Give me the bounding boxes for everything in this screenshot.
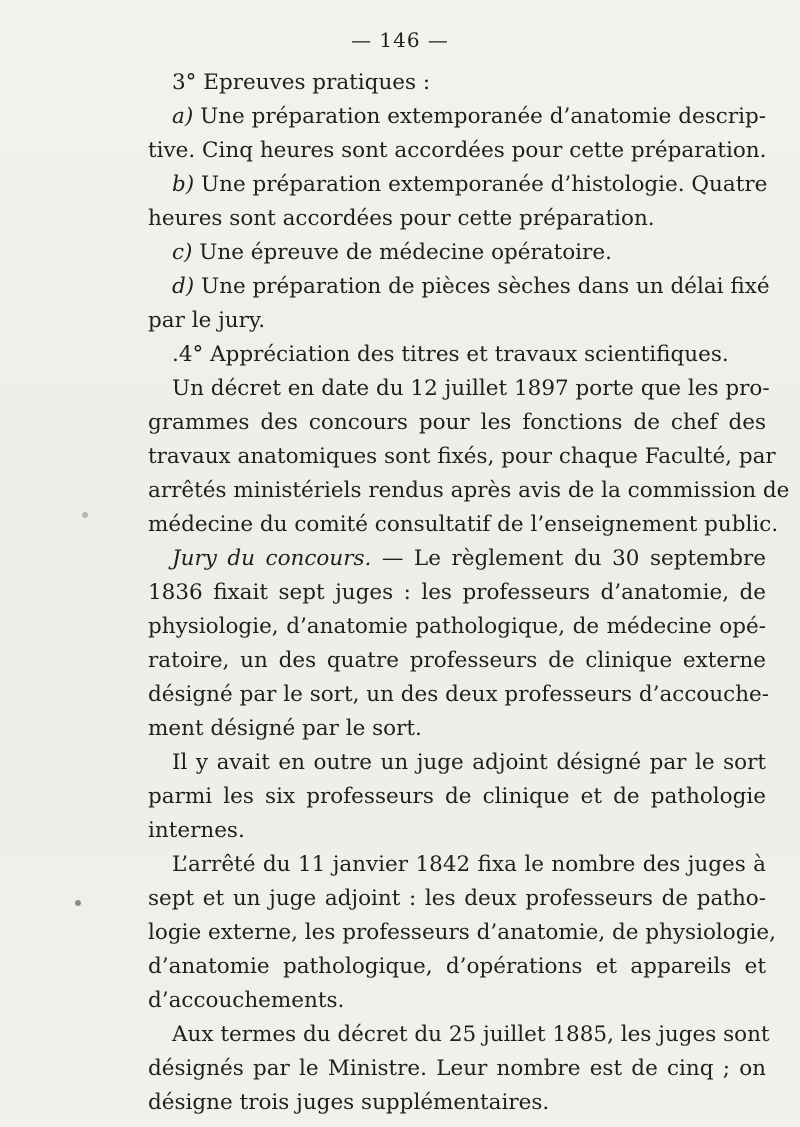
text-line	[148, 542, 766, 576]
line-text: .4° Appréciation des titres et travaux scientifiques.	[172, 342, 729, 367]
text-line	[148, 440, 776, 474]
line-text: grammes des concours pour les fonctions de chef des	[148, 410, 766, 435]
text-line	[148, 304, 766, 338]
line-text: internes.	[148, 818, 245, 843]
text-line	[148, 100, 766, 134]
text-line	[148, 236, 766, 270]
italic-label: d)	[172, 274, 195, 299]
text-line	[148, 66, 766, 100]
line-text: ratoire, un des quatre professeurs de clinique externe	[148, 648, 766, 673]
line-text: parmi les six professeurs de clinique et de pathologie	[148, 784, 766, 809]
line-text: sept et un juge adjoint : les deux professeurs de patho-	[148, 886, 766, 911]
line-text: désigne trois juges supplémentaires.	[148, 1090, 550, 1115]
line-text: désignés par le Ministre. Leur nombre est de cinq ; on	[148, 1056, 766, 1081]
ink-speck	[75, 900, 81, 906]
text-line	[148, 508, 779, 542]
line-text: désigné par le sort, un des deux professeurs d’accouche-	[148, 682, 770, 707]
line-text: Aux termes du décret du 25 juillet 1885, les juges sont	[172, 1022, 770, 1047]
italic-label: b)	[172, 172, 195, 197]
line-text: Une préparation extemporanée d’anatomie descrip-	[193, 104, 766, 129]
text-line	[148, 916, 776, 950]
line-text: tive. Cinq heures sont accordées pour cette préparation.	[148, 138, 767, 163]
page-number: — 146 —	[351, 28, 449, 52]
line-text: — Le règlement du 30 septembre	[371, 546, 766, 571]
line-text: d’accouchements.	[148, 988, 345, 1013]
line-text: heures sont accordées pour cette préparation.	[148, 206, 655, 231]
line-text: physiologie, d’anatomie pathologique, de médecine opé-	[148, 614, 766, 639]
text-line	[148, 270, 770, 304]
text-line	[148, 1052, 766, 1086]
text-line	[148, 678, 770, 712]
text-line	[148, 338, 766, 372]
text-line	[148, 984, 766, 1018]
text-line	[148, 576, 766, 610]
text-line	[148, 814, 766, 848]
text-line	[148, 168, 766, 202]
text-line	[148, 950, 766, 984]
italic-label: a)	[172, 104, 194, 129]
text-line	[148, 1086, 766, 1120]
line-text: 1836 fixait sept juges : les professeurs d’anatomie, de	[148, 580, 766, 605]
line-text: Une épreuve de médecine opératoire.	[192, 240, 612, 265]
line-text: médecine du comité consultatif de l’enseignement public.	[148, 512, 779, 537]
text-line	[148, 1018, 770, 1052]
text-line	[148, 644, 766, 678]
text-line	[148, 712, 766, 746]
italic-label: c)	[172, 240, 193, 265]
line-text: ment désigné par le sort.	[148, 716, 422, 741]
text-line	[148, 372, 770, 406]
line-text: 3° Epreuves pratiques :	[172, 70, 431, 95]
text-line	[148, 610, 766, 644]
text-line	[148, 134, 766, 168]
text-line	[148, 746, 766, 780]
line-text: logie externe, les professeurs d’anatomie, de physiologie,	[148, 920, 776, 945]
text-line	[148, 780, 766, 814]
text-line	[148, 202, 766, 236]
line-text: Une préparation extemporanée d’histologie. Quatre	[194, 172, 768, 197]
text-line	[148, 474, 790, 508]
text-line	[148, 848, 766, 882]
text-line	[148, 406, 766, 440]
line-text: par le jury.	[148, 308, 266, 333]
line-text: d’anatomie pathologique, d’opérations et appareils et	[148, 954, 766, 979]
text-line	[148, 882, 766, 916]
line-text: Une préparation de pièces sèches dans un délai fixé	[194, 274, 770, 299]
line-text: travaux anatomiques sont fixés, pour chaque Faculté, par	[148, 444, 776, 469]
line-text: Un décret en date du 12 juillet 1897 porte que les pro-	[172, 376, 770, 401]
italic-label: Jury du concours.	[172, 546, 372, 571]
ink-speck	[82, 512, 88, 518]
line-text: L’arrêté du 11 janvier 1842 fixa le nombre des juges à	[172, 852, 766, 877]
line-text: arrêtés ministériels rendus après avis de la commission de	[148, 478, 790, 503]
body-text	[148, 66, 790, 1120]
line-text: Il y avait en outre un juge adjoint désigné par le sort	[172, 750, 766, 775]
